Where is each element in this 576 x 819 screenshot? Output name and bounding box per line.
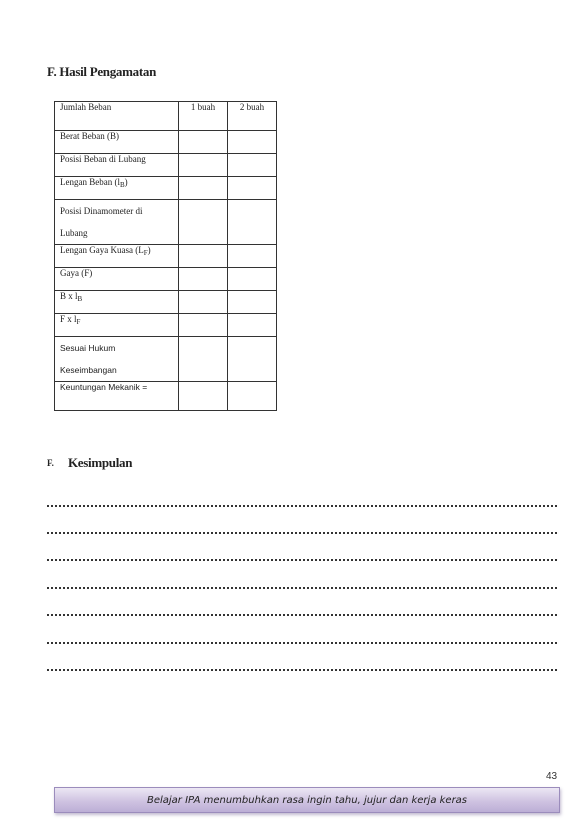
row-label-f-x-lf: [55, 314, 179, 337]
cell-2-buah[interactable]: [228, 268, 277, 291]
table-row: [55, 268, 277, 291]
answer-line[interactable]: [47, 505, 557, 507]
cell-1-buah[interactable]: [179, 154, 228, 177]
section-title: F. Hasil Pengamatan: [47, 64, 157, 79]
cell-1-buah[interactable]: [179, 291, 228, 314]
label-line-1: Sesuai Hukum: [60, 343, 116, 353]
table-row: [55, 314, 277, 337]
row-label-posisi-beban: Posisi Beban di Lubang: [55, 154, 179, 177]
table-header-row: [55, 102, 277, 131]
answer-line[interactable]: [47, 614, 557, 616]
cell-2-buah[interactable]: [228, 177, 277, 200]
answer-line[interactable]: [47, 669, 557, 671]
conclusion-title: Kesimpulan: [68, 455, 133, 470]
row-label-berat-beban: Berat Beban (B): [55, 131, 179, 154]
cell-2-buah[interactable]: [228, 314, 277, 337]
cell-1-buah[interactable]: [179, 131, 228, 154]
row-label-posisi-dinamometer: [55, 200, 179, 245]
table-row: [55, 177, 277, 200]
label-subscript: F: [76, 318, 81, 326]
cell-1-buah[interactable]: [179, 245, 228, 268]
label-text-end: ): [147, 245, 151, 255]
page-number: 43: [546, 771, 558, 782]
row-label-sesuai-hukum: [55, 337, 179, 382]
cell-2-buah[interactable]: [228, 291, 277, 314]
row-label-lengan-beban: [55, 177, 179, 200]
cell-2-buah[interactable]: [228, 245, 277, 268]
label-text: Lengan Gaya Kuasa (L: [60, 245, 144, 255]
answer-line[interactable]: [47, 559, 557, 561]
answer-line[interactable]: [47, 642, 557, 644]
cell-2-buah[interactable]: [228, 154, 277, 177]
footer-banner: [54, 787, 560, 813]
label-line-2: Keseimbangan: [60, 365, 117, 375]
cell-2-buah[interactable]: [228, 131, 277, 154]
label-line-2: Lubang: [60, 228, 88, 238]
header-jumlah-beban: Jumlah Beban: [55, 102, 179, 131]
table-row: [55, 291, 277, 314]
row-label-keuntungan-mekanik: Keuntungan Mekanik =: [55, 382, 179, 411]
answer-line[interactable]: [47, 587, 557, 589]
row-label-b-x-lb: [55, 291, 179, 314]
label-text: F x l: [60, 314, 77, 324]
table-row: [55, 154, 277, 177]
label-subscript: B: [119, 181, 125, 189]
answer-line[interactable]: [47, 532, 557, 534]
table-row: [55, 245, 277, 268]
cell-1-buah[interactable]: [179, 200, 228, 245]
cell-2-buah[interactable]: [228, 337, 277, 382]
row-label-gaya: Gaya (F): [55, 268, 179, 291]
footer-text: Belajar IPA menumbuhkan rasa ingin tahu, jujur dan kerja keras: [146, 794, 468, 806]
header-1-buah: 1 buah: [179, 102, 228, 131]
label-text-end: ): [124, 177, 128, 187]
table-row: [55, 131, 277, 154]
label-subscript: B: [77, 295, 83, 303]
header-2-buah: 2 buah: [228, 102, 277, 131]
label-subscript: F: [143, 249, 148, 257]
table-row: [55, 382, 277, 411]
label-line-1: Posisi Dinamometer di: [60, 206, 143, 216]
label-text: Lengan Beban (l: [60, 177, 120, 187]
cell-1-buah[interactable]: [179, 337, 228, 382]
cell-1-buah[interactable]: [179, 177, 228, 200]
cell-1-buah[interactable]: [179, 382, 228, 411]
conclusion-number: F.: [47, 458, 54, 468]
cell-2-buah[interactable]: [228, 382, 277, 411]
table-row: [55, 200, 277, 245]
label-text: B x l: [60, 291, 78, 301]
row-label-lengan-gaya-kuasa: [55, 245, 179, 268]
table-row: [55, 337, 277, 382]
cell-1-buah[interactable]: [179, 314, 228, 337]
observation-table: [54, 101, 277, 411]
cell-1-buah[interactable]: [179, 268, 228, 291]
cell-2-buah[interactable]: [228, 200, 277, 245]
